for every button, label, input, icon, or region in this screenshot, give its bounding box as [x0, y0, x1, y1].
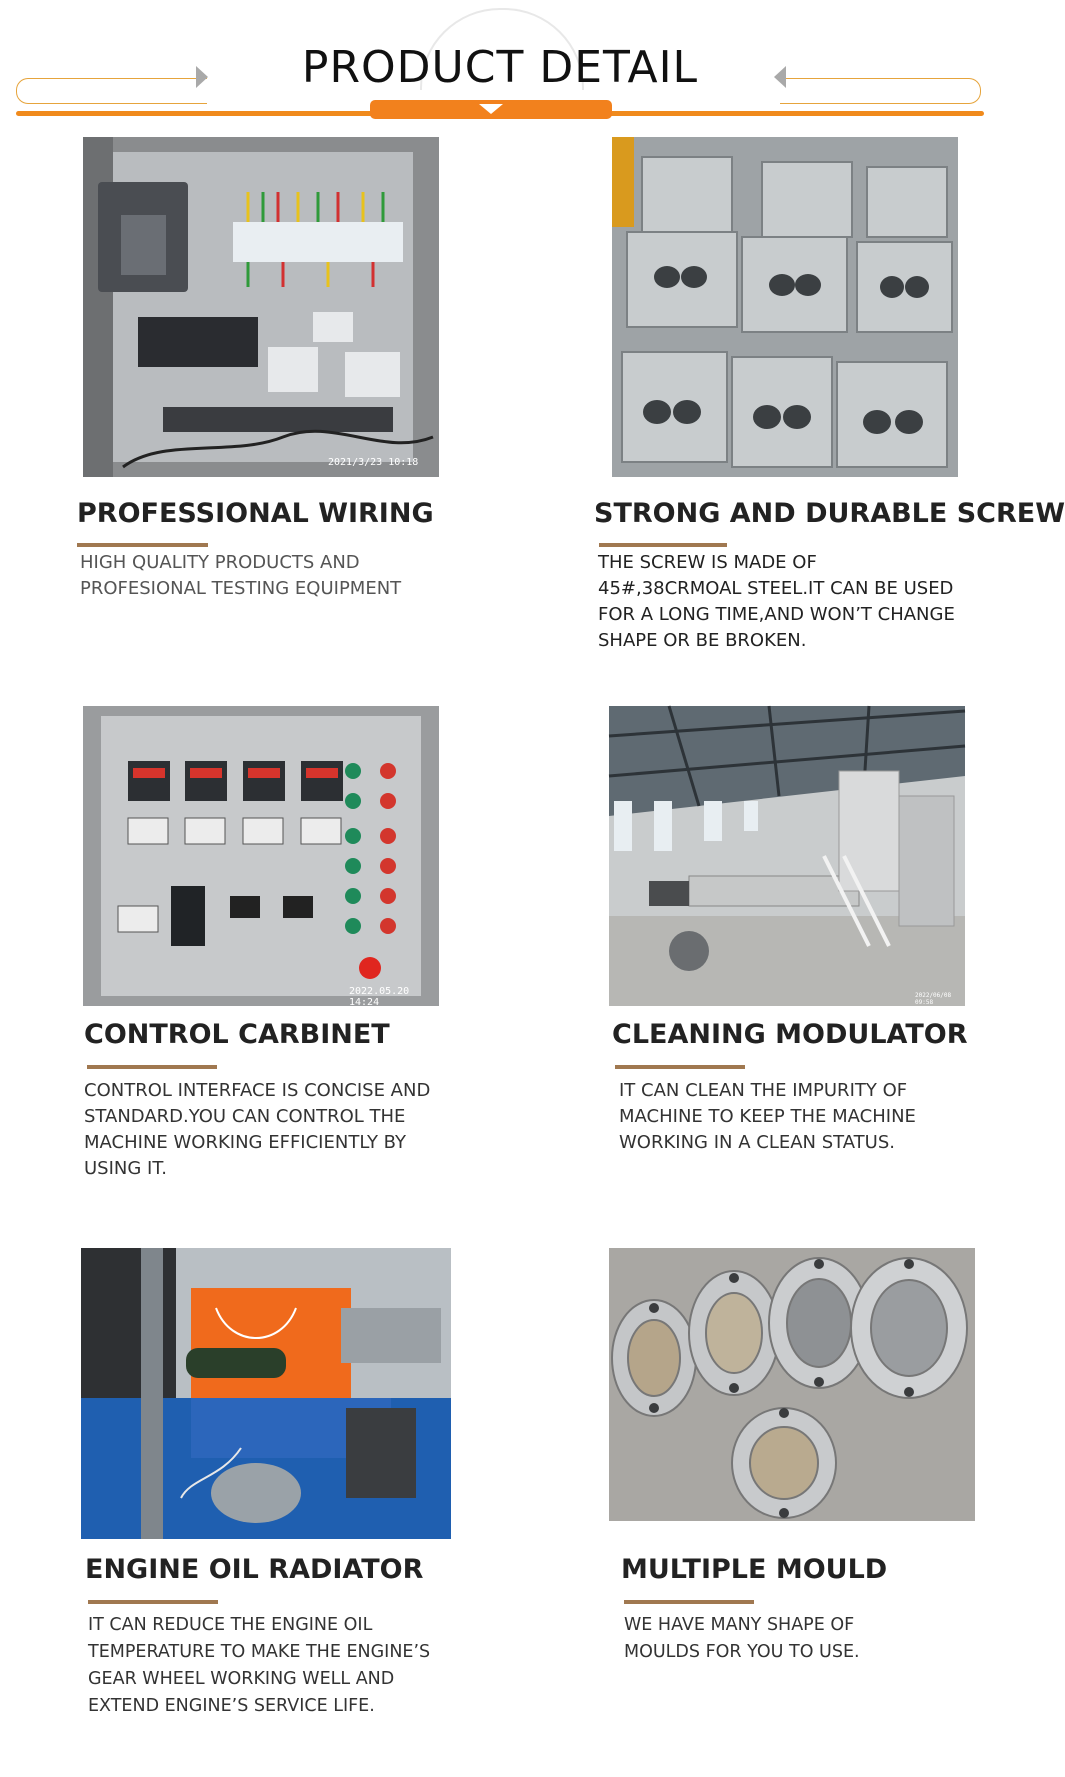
- screw-barrels-photo: [612, 137, 958, 477]
- photo-timestamp: 2022/06/08 09:58: [915, 992, 952, 1006]
- card-description: WE HAVE MANY SHAPE OF MOULDS FOR YOU TO USE.: [624, 1615, 860, 1662]
- wiring-cabinet-photo: [83, 137, 439, 477]
- title-underline: [87, 1065, 217, 1069]
- title-underline: [599, 543, 727, 547]
- card-description: IT CAN REDUCE THE ENGINE OIL TEMPERATURE TO MAKE THE ENGINE’S GEAR WHEEL WORKING WELL AND EXTEND ENGINE’S SERVICE LIFE.: [88, 1615, 431, 1716]
- photo-timestamp: 2022.05.20 14:24: [349, 986, 410, 1008]
- photo-timestamp: 2021/3/23 10:18: [328, 457, 419, 468]
- card-title: PROFESSIONAL WIRING: [77, 498, 434, 529]
- card-description: THE SCREW IS MADE OF 45#,38CRMOAL STEEL.IT CAN BE USED FOR A LONG TIME,AND WON’T CHANGE SHAPE OR BE BROKEN.: [598, 552, 955, 651]
- title-underline: [615, 1065, 745, 1069]
- card-description: IT CAN CLEAN THE IMPURITY OF MACHINE TO KEEP THE MACHINE WORKING IN A CLEAN STATUS.: [619, 1080, 916, 1153]
- card-description: HIGH QUALITY PRODUCTS AND PROFESIONAL TESTING EQUIPMENT: [80, 552, 402, 599]
- mould-plates-photo: [609, 1248, 975, 1521]
- card-description: CONTROL INTERFACE IS CONCISE AND STANDARD.YOU CAN CONTROL THE MACHINE WORKING EFFICIENTLY BY USING IT.: [84, 1080, 431, 1179]
- card-title: CLEANING MODULATOR: [612, 1019, 968, 1050]
- title-underline: [624, 1600, 754, 1604]
- factory-line-photo: [609, 706, 965, 1006]
- card-title: MULTIPLE MOULD: [621, 1554, 888, 1585]
- chevron-down-icon: [479, 104, 503, 114]
- page-title: PRODUCT DETAIL: [301, 42, 699, 93]
- card-title: CONTROL CARBINET: [84, 1019, 390, 1050]
- card-title: ENGINE OIL RADIATOR: [85, 1554, 424, 1585]
- title-underline: [77, 543, 208, 547]
- title-underline: [88, 1600, 218, 1604]
- oil-radiator-photo: [81, 1248, 451, 1539]
- card-title: STRONG AND DURABLE SCREW: [594, 498, 1065, 529]
- control-panel-photo: [83, 706, 439, 1006]
